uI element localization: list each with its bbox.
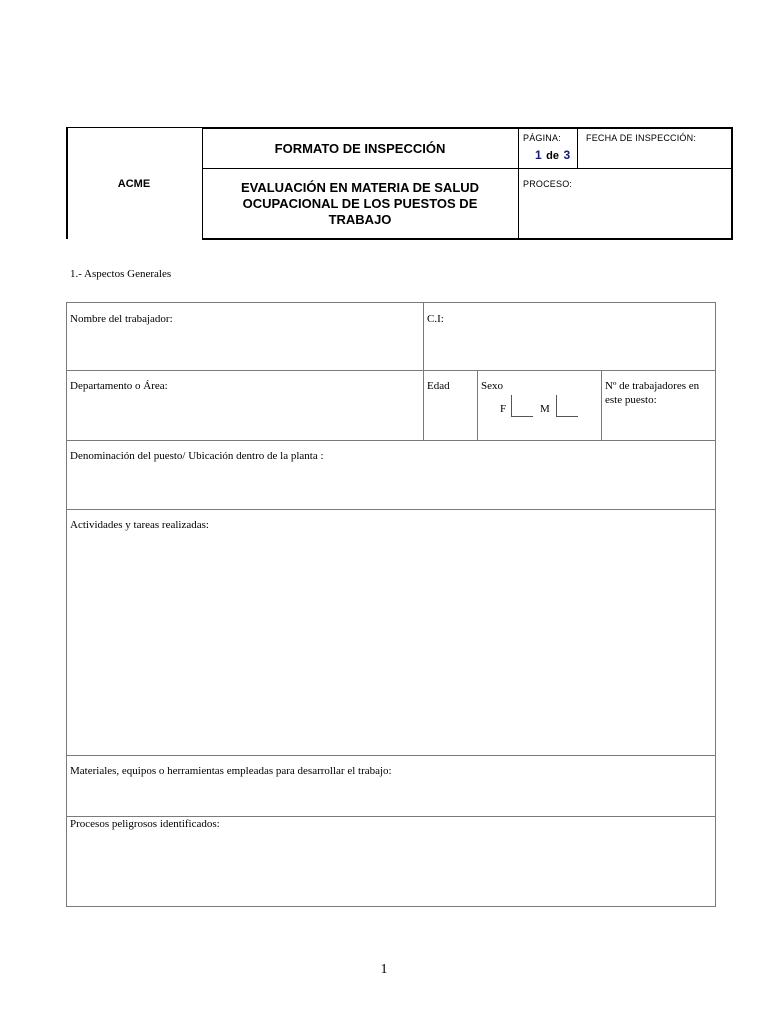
row-divider-2 xyxy=(67,440,715,441)
department-label: Departamento o Área: xyxy=(70,380,168,392)
page-total: 3 xyxy=(563,148,571,162)
sex-m-checkbox[interactable] xyxy=(556,395,578,417)
page-number: 1 xyxy=(380,962,388,977)
general-aspects-form xyxy=(66,302,716,907)
materials-label: Materiales, equipos o herramientas empleadas para desarrollar el trabajo: xyxy=(70,765,392,777)
row-divider-1 xyxy=(67,370,715,371)
page-current: 1 xyxy=(535,148,542,162)
position-label: Denominación del puesto/ Ubicación dentro de la planta : xyxy=(70,450,324,462)
ci-label: C.I: xyxy=(427,313,444,325)
hazards-label: Procesos peligrosos identificados: xyxy=(70,818,220,830)
workers-count-label: Nº de trabajadores en este puesto: xyxy=(605,380,700,406)
section-heading: 1.- Aspectos Generales xyxy=(70,268,172,280)
col-divider-ci xyxy=(423,303,424,440)
page-of: de xyxy=(546,150,559,162)
row-divider-3 xyxy=(67,509,715,510)
row-divider-4 xyxy=(67,755,715,756)
page-label: PÁGINA: xyxy=(523,133,561,143)
col-divider-workers xyxy=(601,370,602,440)
sex-m-label: M xyxy=(540,403,550,415)
age-label: Edad xyxy=(427,380,450,392)
process-label: PROCESO: xyxy=(523,179,573,189)
company-name: ACME xyxy=(117,178,151,190)
page-indicator xyxy=(535,146,570,164)
worker-name-label: Nombre del trabajador: xyxy=(70,313,173,325)
inspection-date-label: FECHA DE INSPECCIÓN: xyxy=(586,133,697,143)
form-type-title: FORMATO DE INSPECCIÓN xyxy=(274,140,446,156)
sex-label: Sexo xyxy=(481,380,503,392)
sex-f-checkbox[interactable] xyxy=(511,395,533,417)
sex-f-label: F xyxy=(500,403,507,415)
form-title: EVALUACIÓN EN MATERIA DE SALUD OCUPACIONAL DE LOS PUESTOS DE TRABAJO xyxy=(240,179,480,227)
col-divider-sex xyxy=(477,370,478,440)
activities-label: Actividades y tareas realizadas: xyxy=(70,519,209,531)
